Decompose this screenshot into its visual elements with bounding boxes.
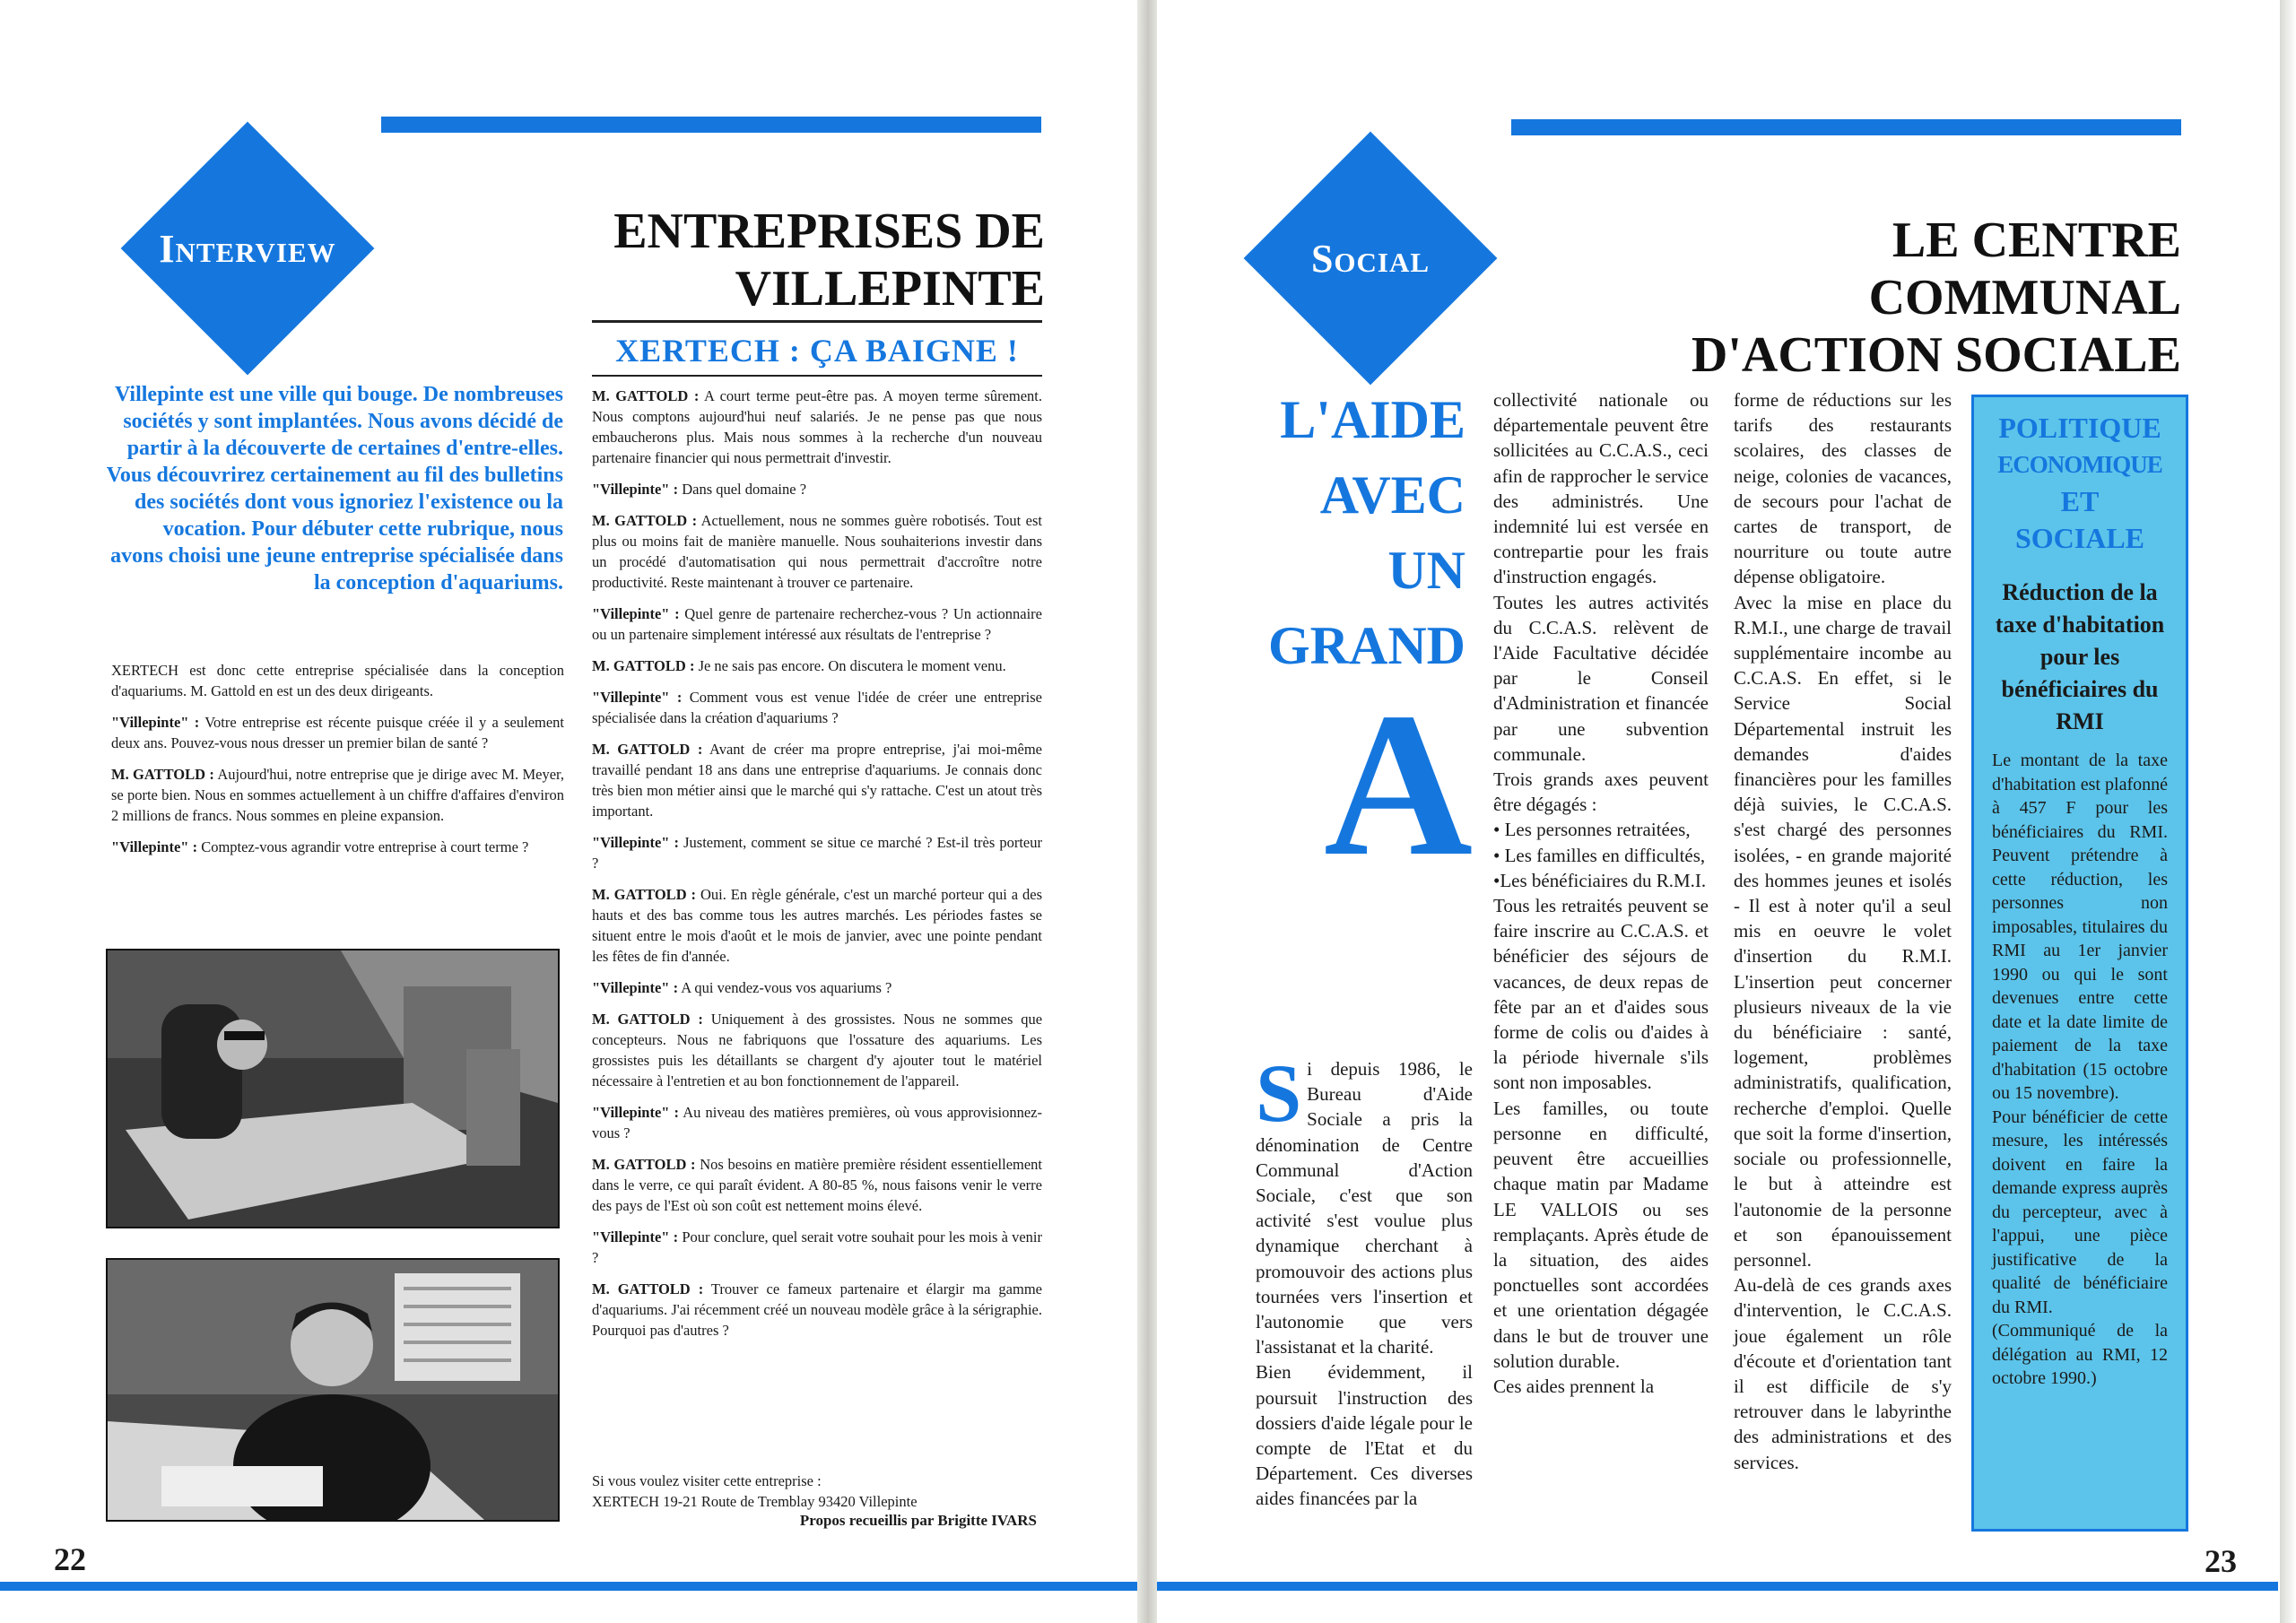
speaker-label: M. GATTOLD : (592, 886, 697, 903)
left-page (0, 0, 1139, 1623)
qa-paragraph (592, 739, 1042, 821)
bottom-accent-bar (0, 1582, 1139, 1591)
article-column-3 (1734, 387, 1952, 1475)
qa-paragraph (592, 1154, 1042, 1216)
qa-text: XERTECH est donc cette entreprise spécialisée dans la conception d'aquariums. M. Gattold en est un des deux dirigeants. (111, 662, 564, 699)
qa-paragraph (111, 837, 564, 857)
qa-paragraph (592, 603, 1042, 645)
qa-paragraph (592, 1227, 1042, 1268)
speaker-label: "Villepinte" : (592, 1104, 680, 1121)
interview-column-1 (111, 660, 564, 868)
top-accent-bar (381, 117, 1041, 133)
page-number: 22 (54, 1541, 86, 1577)
speaker-label: "Villepinte" : (111, 714, 200, 731)
page-number: 23 (2205, 1543, 2237, 1579)
qa-text: Pour conclure, quel serait votre souhait pour les mois à venir ? (592, 1228, 1043, 1266)
qa-text: A court terme peut-être pas. A moyen terme sûrement. Nous comptons aujourd'hui neuf salariés. Je ne pense pas que nous embaucherons plus. Mais nous sommes à la recherche d'un nouveau partenaire financier qui nous permettrait d'investir. (592, 387, 1043, 466)
qa-paragraph (592, 977, 1042, 998)
speaker-label: M. GATTOLD : (592, 1280, 704, 1298)
qa-paragraph (592, 687, 1042, 728)
subtitle-rule (592, 375, 1042, 377)
speaker-label: "Villepinte" : (592, 689, 683, 706)
speaker-label: M. GATTOLD : (592, 657, 695, 674)
qa-paragraph (592, 1009, 1042, 1091)
bottom-accent-bar (1157, 1582, 2278, 1591)
qa-text: A qui vendez-vous vos aquariums ? (681, 979, 892, 996)
speaker-label: "Villepinte" : (592, 979, 679, 996)
section-label: Social (1310, 236, 1431, 281)
qa-paragraph (592, 1102, 1042, 1143)
credit-line: Propos recueillis par Brigitte IVARS (799, 1512, 1037, 1529)
article-paragraph: Au-delà de ces grands axes d'intervention, le C.C.A.S. joue également un rôle d'écoute et d'orientation tant il est difficile de s'y retrouver dans le labyrinthe des administrations et des services. (1734, 1274, 1952, 1473)
speaker-label: M. GATTOLD : (592, 387, 700, 404)
qa-paragraph (111, 660, 564, 701)
speaker-label: "Villepinte" : (592, 834, 680, 851)
sidebar-paragraph: Pour bénéficier de cette mesure, les intéressés doivent en faire la demande express auprès du percepteur, avec à l'appui, une pièce justificative de la qualité de bénéficiaire du RMI. (1992, 1107, 2168, 1317)
speaker-label: M. GATTOLD : (592, 1011, 703, 1028)
section-diamond (1236, 124, 1505, 393)
qa-paragraph (592, 832, 1042, 873)
intro-paragraph: Villepinte est une ville qui bouge. De nombreuses sociétés y sont implantées. Nous avons décidé de partir à la découverte de certaines d'entre-elles. Vous découvrirez certainement au fil des bulletins des sociétés dont vous ignoriez l'existence ou la vocation. Pour débuter cette rubrique, nous avons choisi une jeune entreprise spécialisée dans la conception d'aquariums. (106, 383, 563, 595)
article-paragraph: Tous les retraités peuvent se faire inscrire au C.C.A.S. et bénéficier des séjours de vacances, de deux repas de fête par an et d'aides sous forme de colis ou d'aides à la période hivernale s'ils sont non imposables. (1493, 895, 1709, 1094)
photo-workshop (106, 949, 560, 1228)
speaker-label: "Villepinte" : (592, 1228, 679, 1245)
sidebar-paragraph: Le montant de la taxe d'habitation est plafonné à 457 F pour les bénéficiaires du RMI. Peuvent prétendre à cette réduction, les personnes non imposables, titulaires du RMI au 1er janvier 1990 ou qui le sont devenues entre cette date et la date limite de paiement de la taxe d'habitation (15 octobre ou 15 novembre). (1992, 751, 2168, 1103)
sidebar-title: POLITIQUE ECONOMIQUE ET SOCIALE (1997, 412, 2162, 554)
right-page (1157, 0, 2296, 1623)
qa-paragraph (592, 386, 1042, 468)
speaker-label: M. GATTOLD : (592, 1156, 696, 1173)
page-title: ENTREPRISES DE VILLEPINTE (613, 204, 1045, 317)
qa-text: Votre entreprise est récente puisque créée il y a seulement deux ans. Pouvez-vous nous dresser un premier bilan de santé ? (111, 714, 565, 751)
qa-text: Justement, comment se situe ce marché ? Est-il très porteur ? (592, 834, 1043, 872)
qa-paragraph (592, 655, 1042, 676)
qa-paragraph (592, 479, 1042, 499)
speaker-label: M. GATTOLD : (592, 512, 698, 529)
section-diamond (113, 114, 382, 383)
feature-headline: L'AIDE AVEC UN GRAND (1268, 390, 1465, 675)
photo-desk (106, 1258, 560, 1522)
qa-text: Actuellement, nous ne sommes guère robotisés. Tout est plus ou moins fait de manière manuelle. Nous souhaiterions investir dans un procédé d'automatisation qui nous permettrait d'accroître notre productivité. Reste maintenant à trouver ce partenaire. (592, 512, 1043, 591)
interview-column-2 (592, 386, 1042, 1351)
qa-text: Oui. En règle générale, c'est un marché porteur qui a des hauts et des bas comme tous les autres marchés. Les périodes fastes se situent entre le mois d'août et le mois de janvier, avec une pointe pendant les fêtes de fin d'année. (592, 886, 1043, 965)
article-paragraph: Trois grands axes peuvent être dégagés : (1493, 768, 1709, 816)
qa-text: Uniquement à des grossistes. Nous ne sommes que concepteurs. Nous ne fabriquons que l'ossature des aquariums. Les grossistes puis les détaillants se chargent d'y ajouter tout le matériel nécessaire à l'entretien et au bon fonctionnement de l'appareil. (592, 1011, 1043, 1089)
article-column-2 (1493, 387, 1709, 1399)
article-paragraph: Les familles, ou toute personne en difficulté, peuvent être accueillies chaque matin par Madame LE VALLOIS ou ses remplaçants. Après étude de la situation, des aides ponctuelles sont accordées et une orientation dégagée dans le but de trouver une solution durable. (1493, 1097, 1709, 1372)
page-title: LE CENTRE COMMUNAL D'ACTION SOCIALE (1691, 213, 2181, 383)
speaker-label: "Villepinte" : (111, 838, 198, 855)
qa-text: Dans quel domaine ? (682, 481, 807, 498)
article-paragraph: Ces aides prennent la (1493, 1375, 1655, 1397)
qa-text: Trouver ce fameux partenaire et élargir ma gamme d'aquariums. J'ai récemment créé un nouveau modèle grâce à la sérigraphie. Pourquoi pas d'autres ? (592, 1280, 1042, 1339)
qa-text: Nos besoins en matière première résident essentiellement dans le verre, ce qui paraît évident. A 80-85 %, nous faisons venir le verre des pays de l'Est où son coût est nettement moins élevé. (592, 1156, 1043, 1214)
page-gutter (1137, 0, 1159, 1623)
article-paragraph: collectivité nationale ou départementale peuvent être sollicitées au C.C.A.S., ceci afin de rapprocher le service des administrés. Une indemnité lui est versée en contrepartie pour les frais d'instruction engagés. (1493, 389, 1709, 588)
qa-paragraph (111, 764, 564, 826)
article-paragraph: •Les bénéficiaires du R.M.I. (1493, 869, 1707, 891)
qa-paragraph (111, 712, 564, 753)
visit-info: Si vous voulez visiter cette entreprise : XERTECH 19-21 Route de Tremblay 93420 Villepinte (592, 1472, 918, 1510)
qa-paragraph (592, 510, 1042, 593)
article-paragraph: forme de réductions sur les tarifs des restaurants scolaires, des classes de neige, colonies de vacances, de secours pour l'achat de cartes de transport, de nourriture ou toute autre dépense obligatoire. (1734, 389, 1952, 588)
speaker-label: M. GATTOLD : (111, 766, 214, 783)
qa-text: Comptez-vous agrandir votre entreprise à court terme ? (201, 838, 529, 855)
qa-text: Aujourd'hui, notre entreprise que je dirige avec M. Meyer, se porte bien. Nous en sommes actuellement à un chiffre d'affaires d'environ 2 millions de francs. Nous sommes en pleine expansion. (111, 766, 565, 824)
article-paragraph: • Les personnes retraitées, (1493, 819, 1691, 841)
title-rule (592, 320, 1042, 323)
sidebar-subtitle: Réduction de la taxe d'habitation pour les bénéficiaires du RMI (1995, 579, 2165, 734)
article-subtitle: XERTECH : ÇA BAIGNE ! (615, 333, 1019, 369)
qa-text: Comment vous est venue l'idée de créer une entreprise spécialisée dans la création d'aquariums ? (592, 689, 1042, 726)
article-paragraph: Toutes les autres activités du C.C.A.S. relèvent de l'Aide Facultative décidée par le Conseil d'Administration et financée par une subvention communale. (1493, 591, 1709, 765)
article-column-1: Si depuis 1986, le Bureau d'Aide Sociale a pris la dénomination de Centre Communal d'Action Sociale, c'est que son activité s'est voulue plus dynamique cherchant à promouvoir des actions plus tournées vers l'insertion et l'autonomie que vers l'assistanat et la charité. Bien évidemment, il poursuit l'instruction des dossiers d'aide légale pour le compte de l'Etat et du Département. Ces diverses aides financées par la (1256, 1047, 1473, 1510)
speaker-label: "Villepinte" : (592, 481, 679, 498)
qa-paragraph (592, 1279, 1042, 1341)
article-paragraph: • Les familles en difficultés, (1493, 844, 1706, 866)
speaker-label: M. GATTOLD : (592, 741, 703, 758)
drop-cap: S (1256, 1047, 1302, 1139)
sidebar-text (1992, 749, 2168, 1391)
article-paragraph: Avec la mise en place du R.M.I., une charge de travail supplémentaire incombe au C.C.A.S. En effet, si le Service Social Départemental instruit les demandes d'aides financières pour les familles déjà suivies, le C.C.A.S. s'est chargé des personnes isolées, - en grande majorité des hommes jeunes et isolés - Il est à noter qu'il a seul mis en oeuvre le volet d'insertion du R.M.I. L'insertion peut concerner plusieurs niveaux de la vie du bénéficiaire : santé, logement, problèmes administratifs, qualification, recherche d'emploi. Quelle que soit la forme d'insertion, sociale ou professionnelle, le but à atteindre est l'autonomie de la personne et son épanouissement personnel. (1734, 591, 1952, 1271)
qa-text: Avant de créer ma propre entreprise, j'ai moi-même travaillé pendant 18 ans dans une entreprise d'aquariums. Je connais donc très bien mon métier ainsi que le marché qui s'y rattache. C'est un atout très important. (592, 741, 1042, 820)
top-accent-bar (1511, 119, 2181, 135)
section-label: Interview (159, 226, 336, 271)
sidebar-paragraph: (Communiqué de la délégation au RMI, 12 octobre 1990.) (1992, 1321, 2168, 1388)
sidebar-box (1971, 395, 2188, 1532)
qa-paragraph (592, 884, 1042, 967)
feature-big-letter: A (1324, 670, 1474, 898)
qa-text: Je ne sais pas encore. On discutera le moment venu. (698, 657, 1006, 674)
speaker-label: "Villepinte" : (592, 605, 680, 622)
qa-text: Quel genre de partenaire recherchez-vous ? Un actionnaire ou un partenaire simplement intéressé aux résultats de l'entreprise ? (592, 605, 1043, 643)
qa-text: Au niveau des matières premières, où vous approvisionnez-vous ? (592, 1104, 1043, 1141)
